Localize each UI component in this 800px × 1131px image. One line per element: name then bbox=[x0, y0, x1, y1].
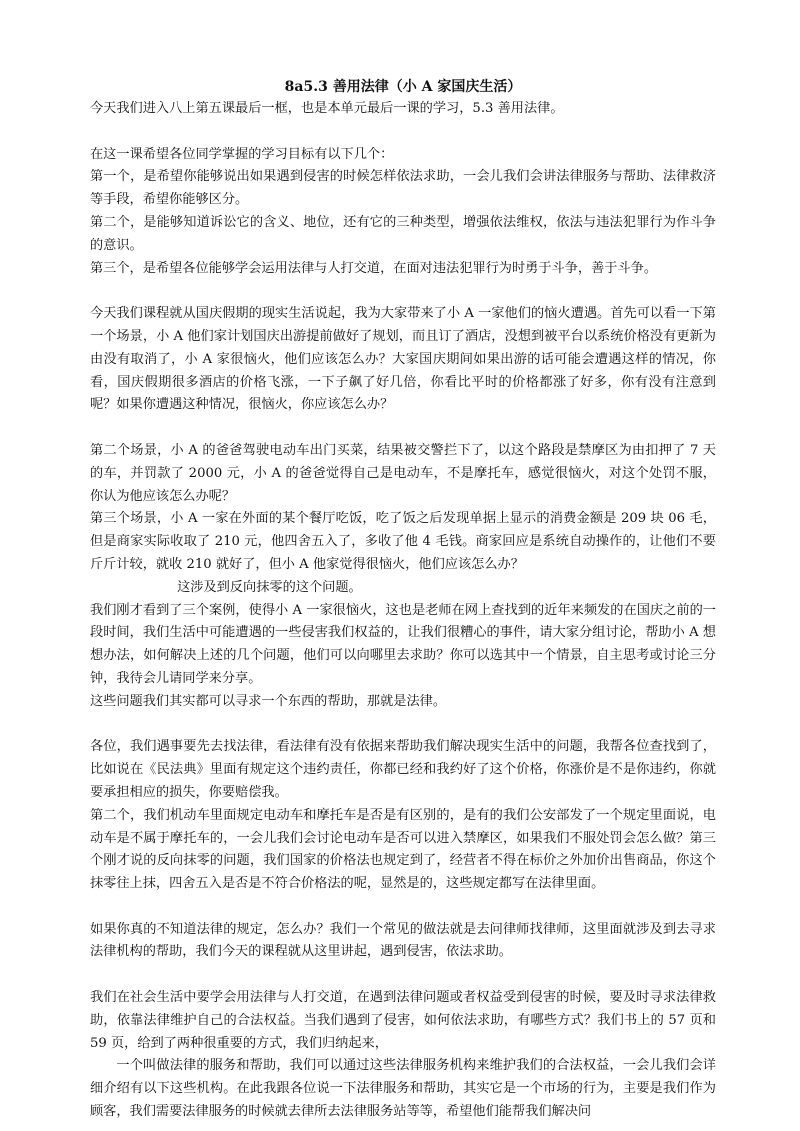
paragraph-law-help: 这些问题我们其实都可以寻求一个东西的帮助，那就是法律。 bbox=[90, 693, 447, 709]
paragraph-intro: 今天我们进入八上第五课最后一框，也是本单元最后一课的学习，5.3 善用法律。 bbox=[90, 101, 564, 116]
blank-line bbox=[90, 964, 716, 987]
paragraph-scene-1: 今天我们课程就从国庆假期的现实生活说起，我为大家带来了小 A 一家他们的恼火遭遇。首先可以看一下第一个场景，小 A 他们家计划国庆出游提前做好了规划，而且订了酒店，没想到被平台以系统价格没有更新为由没有取消了，小 A 家很恼火，他们应该怎么办？大家国庆期间如果出游的话可能会遭遇这样的情况，你看，国庆假期很多酒店的价格飞涨，一下子飙了好几倍，你看比平时的价格都涨了好多，你有没有注意到呢？如果你遭遇这种情况，很恼火，你应该怎么办？ bbox=[90, 306, 716, 413]
paragraph-legal-aid: 我们在社会生活中要学会用法律与人打交道，在遇到法律问题或者权益受到侵害的时候，要及时寻求法律救助，依靠法律维护自己的合法权益。当我们遇到了侵害，如何依法求助，有哪些方式？我们书上的 57 页和 59 页，给到了两种很重要的方式，我们归纳起来， bbox=[90, 990, 716, 1051]
paragraph-scene-2: 第二个场景，小 A 的爸爸驾驶电动车出门买菜，结果被交警拦下了，以这个路段是禁摩区为由扣押了 7 天的车，并罚款了 2000 元，小 A 的爸爸觉得自己是电动车，不是摩托车，感觉很恼火，对这个处罚不服，你认为他应该怎么办呢？ bbox=[90, 442, 716, 504]
paragraph-civil-code: 各位，我们遇事要先去找法律，看法律有没有依据来帮助我们解决现实生活中的问题，我帮各位查找到了，比如说在《民法典》里面有规定这个违约责任，你都已经和我约好了这个价格，你涨价是不是你违约，你就要承担相应的损失，你要赔偿我。 bbox=[90, 739, 716, 800]
blank-line bbox=[90, 280, 716, 303]
blank-line bbox=[90, 896, 716, 919]
paragraph-goal-2: 第二个，是能够知道诉讼它的含义、地位，还有它的三种类型，增强依法维权，依法与违法犯罪行为作斗争的意识。 bbox=[90, 214, 716, 253]
paragraph-reverse-rounding: 这涉及到反向抹零的这个问题。 bbox=[177, 579, 362, 595]
paragraph-goal-1: 第一个，是希望你能够说出如果遇到侵害的时候怎样依法求助，一会儿我们会讲法律服务与帮助、法律救济等手段，希望你能够区分。 bbox=[90, 169, 716, 208]
paragraph-ask-lawyer: 如果你真的不知道法律的规定，怎么办？我们一个常见的做法就是去问律师找律师，这里面就涉及到去寻求法律机构的帮助，我们今天的课程就从这里讲起，遇到侵害，依法求助。 bbox=[90, 921, 716, 960]
blank-line bbox=[90, 121, 716, 144]
paragraph-second-rule: 第二个，我们机动车里面规定电动车和摩托车是否是有区别的，是有的我们公安部发了一个规定里面说，电动车是不属于摩托车的，一会儿我们会讨论电动车是否可以进入禁摩区，如果我们不服处罚会怎么做？第三个刚才说的反向抹零的问题，我们国家的价格法也规定到了，经营者不得在标价之外加价出售商品，你这个抹零往上抹，四舍五入是否是不符合价格法的呢，显然是的，这些规定都写在法律里面。 bbox=[90, 807, 716, 892]
paragraph-goal-3: 第三个，是希望各位能够学会运用法律与人打交道，在面对违法犯罪行为时勇于斗争，善于斗争。 bbox=[90, 260, 658, 276]
paragraph-legal-service: 一个叫做法律的服务和帮助，我们可以通过这些法律服务机构来维护我们的合法权益，一会儿我们会详细介绍有以下这些机构。在此我跟各位说一下法律服务和帮助，其实它是一个市场的行为，主要是我们作为顾客，我们需要法律服务的时候就去律所去法律服务站等等，希望他们能帮我们解决问 bbox=[90, 1058, 716, 1120]
blank-line bbox=[90, 417, 716, 440]
paragraph-discussion: 我们刚才看到了三个案例，使得小 A 一家很恼火，这也是老师在网上查找到的近年来频发的在国庆之前的一段时间，我们生活中可能遭遇的一些侵害我们权益的，让我们很糟心的事件，请大家分组讨论，帮助小 A 想想办法，如何解决上述的几个问题，他们可以向哪里去求助？你可以选其中一个情景，自主思考或讨论三分钟，我待会儿请同学来分享。 bbox=[90, 602, 716, 686]
paragraph-scene-3: 第三个场景，小 A 一家在外面的某个餐厅吃饭，吃了饭之后发现单据上显示的消费金额是 209 块 06 毛，但是商家实际收取了 210 元，他四舍五入了，多收了他 4 毛钱。商家回应是系统自动操作的，让他们不要斤斤计较，就收 210 就好了，但小 A 他家觉得很恼火，他们应该怎么办？ bbox=[90, 511, 716, 572]
blank-line bbox=[90, 714, 716, 737]
paragraph-goals-intro: 在这一课希望各位同学掌握的学习目标有以下几个： bbox=[90, 146, 394, 162]
document-body bbox=[90, 76, 716, 1124]
document-title: 8a5.3 善用法律（小 A 家国庆生活） bbox=[284, 79, 522, 95]
